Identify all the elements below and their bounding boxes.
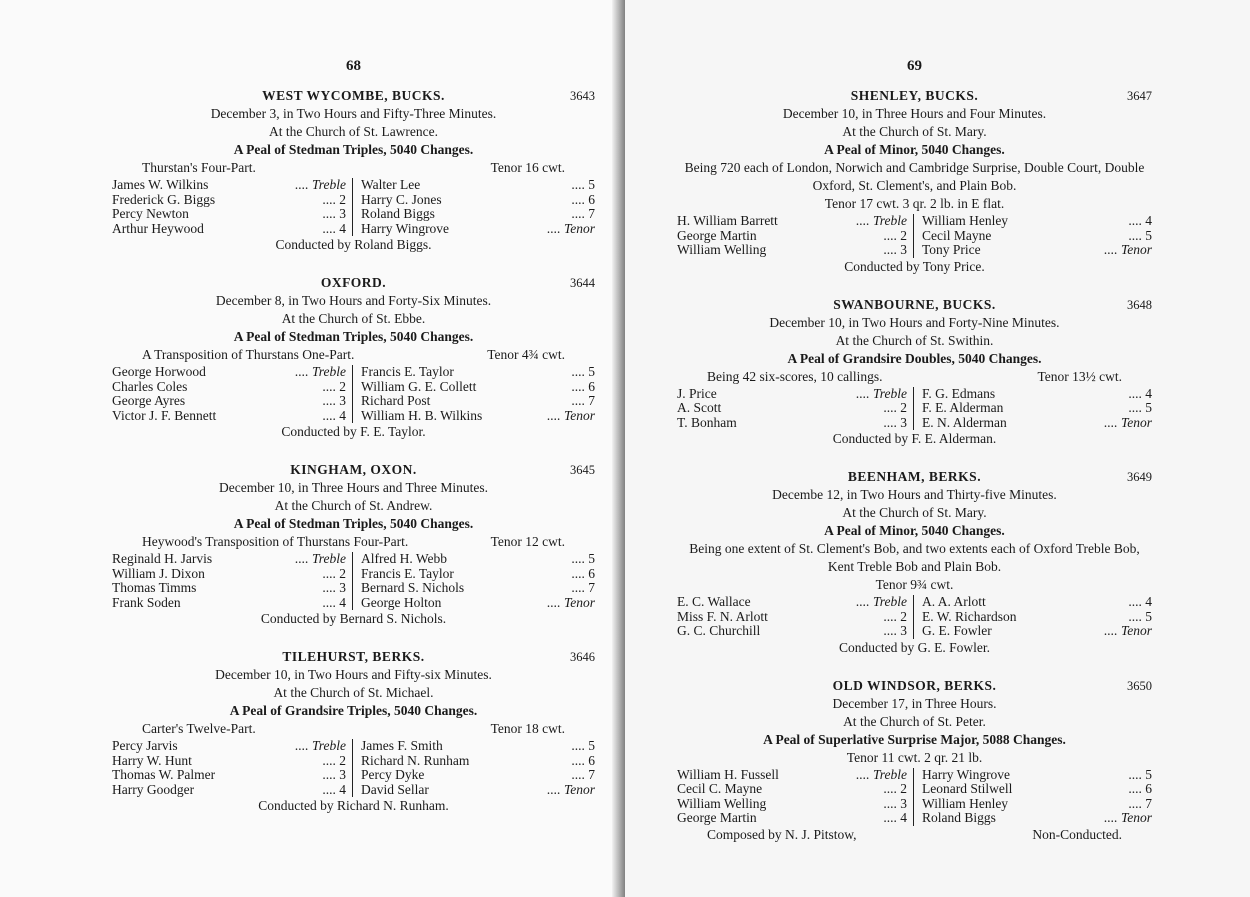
ringer-list: [112, 552, 595, 610]
bell-number: .... 2: [883, 400, 907, 415]
peal-number: 3649: [1127, 470, 1152, 484]
ringer-name: James F. Smith: [361, 738, 443, 753]
tenor-weight: Tenor 17 cwt. 3 qr. 2 lb. in E flat.: [824, 196, 1005, 211]
bell-number: .... 4: [883, 810, 907, 825]
bell-number: .... Treble: [295, 177, 346, 192]
ringer-row: [677, 782, 907, 797]
ringer-row: [112, 193, 346, 208]
peal-heading: [677, 468, 1152, 486]
church-line: At the Church of St. Peter.: [843, 713, 986, 729]
bell-number: .... 5: [571, 177, 595, 192]
peal-record: [677, 87, 1152, 276]
ringer-name: T. Bonham: [677, 414, 737, 430]
bell-number: .... 3: [883, 795, 907, 811]
ringer-row: [922, 595, 1152, 610]
bell-number: .... Treble: [295, 364, 346, 379]
date-line: Decembe 12, in Two Hours and Thirty-five Minutes.: [772, 487, 1057, 502]
ringer-name: William J. Dixon: [112, 565, 205, 581]
ringer-name: Harry Goodger: [112, 781, 195, 797]
ringer-row: [922, 782, 1152, 797]
bell-number: .... 4: [322, 781, 346, 797]
ringer-list: [677, 387, 1152, 431]
ringer-column-left: [677, 595, 914, 639]
ringer-name: James W. Wilkins: [112, 177, 209, 192]
bell-number: .... Treble: [856, 385, 907, 401]
church-line: At the Church of St. Mary.: [842, 505, 987, 520]
peal-number: 3648: [1127, 297, 1152, 312]
bell-number: .... 3: [322, 580, 346, 595]
bell-number: .... 2: [322, 378, 346, 394]
bell-number: .... 2: [322, 565, 346, 581]
bell-number: .... 2: [883, 781, 907, 796]
ringer-name: Reginald H. Jarvis: [112, 551, 213, 566]
ringer-row: [677, 401, 907, 416]
ringer-name: David Sellar: [361, 781, 429, 797]
ringer-name: Richard Post: [361, 393, 431, 408]
bell-number: .... 2: [883, 227, 907, 243]
bell-number: .... 6: [571, 565, 595, 581]
bell-number: .... 6: [571, 191, 595, 207]
peal-number: 3644: [570, 276, 595, 290]
ringer-row: [677, 214, 907, 229]
ringer-column-left: [677, 768, 914, 826]
bell-number: .... 4: [322, 407, 346, 423]
bell-number: .... 3: [322, 767, 346, 782]
place-name: SHENLEY, BUCKS.: [850, 88, 979, 103]
ringer-row: [922, 610, 1152, 625]
conductor-line: Conducted by Tony Price.: [844, 258, 985, 274]
conductor-line: Conducted by F. E. Taylor.: [281, 424, 426, 439]
peal-title: A Peal of Stedman Triples, 5040 Changes.: [233, 142, 474, 157]
ringer-row: [922, 811, 1152, 826]
ringer-name: Walter Lee: [361, 177, 421, 192]
peal-record: [677, 677, 1152, 844]
ringer-row: [112, 754, 346, 769]
bell-number: .... Tenor: [547, 220, 595, 236]
ringer-column-right: [914, 387, 1152, 431]
right-page: [625, 0, 1250, 897]
ringer-name: A. A. Arlott: [922, 594, 986, 609]
method-name: Carter's Twelve-Part.: [142, 721, 256, 736]
bell-number: .... Tenor: [1104, 623, 1152, 638]
bell-number: .... Tenor: [1104, 414, 1152, 430]
page-number: 68: [346, 58, 361, 74]
ringer-row: [922, 624, 1152, 639]
bell-number: .... 7: [571, 393, 595, 408]
peal-heading: [112, 274, 595, 292]
method-line: [112, 533, 595, 551]
bell-number: .... 7: [1128, 795, 1152, 811]
ringer-row: [922, 416, 1152, 431]
ringer-row: [361, 394, 595, 409]
bell-number: .... 7: [571, 206, 595, 221]
ringer-name: Cecil C. Mayne: [677, 781, 763, 796]
ringer-row: [922, 229, 1152, 244]
peal-heading: [112, 461, 595, 479]
bell-number: .... 3: [883, 623, 907, 638]
ringer-name: George Horwood: [112, 364, 206, 379]
tenor-weight: Tenor 9¾ cwt.: [875, 577, 954, 592]
ringer-row: [677, 416, 907, 431]
date-line: December 10, in Three Hours and Four Minutes.: [782, 106, 1047, 121]
ringer-row: [361, 552, 595, 567]
ringer-row: [361, 754, 595, 769]
ringer-name: Frederick G. Biggs: [112, 191, 216, 207]
ringer-list: [677, 595, 1152, 639]
ringer-row: [361, 365, 595, 380]
ringer-name: George Holton: [361, 594, 442, 610]
bell-number: .... 6: [571, 752, 595, 768]
ringer-row: [361, 222, 595, 237]
bell-number: .... Tenor: [547, 407, 595, 423]
date-line: December 8, in Two Hours and Forty-Six Minutes.: [215, 293, 492, 308]
ringer-name: Arthur Heywood: [112, 220, 204, 236]
ringer-column-left: [112, 178, 353, 236]
ringer-list: [677, 768, 1152, 826]
bell-number: .... 4: [1128, 213, 1152, 228]
bell-number: .... 2: [322, 191, 346, 207]
tenor-weight: Tenor 12 cwt.: [490, 534, 565, 549]
bell-number: .... 6: [571, 378, 595, 394]
ringer-row: [112, 567, 346, 582]
ringer-row: [677, 595, 907, 610]
peal-record: [677, 296, 1152, 449]
page-number: 69: [907, 58, 922, 74]
ringer-column-right: [914, 214, 1152, 258]
ringer-row: [112, 581, 346, 596]
ringer-row: [677, 797, 907, 812]
bell-number: .... Treble: [295, 738, 346, 753]
composition-note: Being 720 each of London, Norwich and Cambridge Surprise, Double Court, Double Oxford, St. Clement's, and Plain Bob.: [684, 160, 1145, 193]
method-name: Being 42 six-scores, 10 callings.: [707, 368, 883, 384]
bell-number: .... 5: [571, 738, 595, 753]
composer-line: Composed by N. J. Pitstow,: [707, 826, 857, 842]
ringer-row: [112, 783, 346, 798]
ringer-name: Percy Newton: [112, 206, 189, 221]
ringer-row: [677, 768, 907, 783]
date-line: December 10, in Two Hours and Fifty-six Minutes.: [215, 667, 492, 682]
peal-title: A Peal of Minor, 5040 Changes.: [824, 142, 1005, 157]
peal-number: 3646: [570, 650, 595, 664]
method-name: Heywood's Transposition of Thurstans Four-Part.: [142, 534, 409, 549]
ringer-row: [922, 214, 1152, 229]
bell-number: .... Tenor: [1104, 810, 1152, 825]
ringer-name: Richard N. Runham: [361, 752, 470, 768]
ringer-name: George Ayres: [112, 393, 186, 408]
bell-number: .... 5: [571, 551, 595, 566]
bell-number: .... Treble: [295, 551, 346, 566]
ringer-name: Alfred H. Webb: [361, 551, 448, 566]
ringer-name: William Henley: [922, 213, 1009, 228]
peal-heading: [112, 648, 595, 666]
bell-number: .... 2: [883, 608, 907, 624]
ringer-column-right: [914, 768, 1152, 826]
ringer-row: [112, 207, 346, 222]
ringer-list: [112, 178, 595, 236]
ringer-name: E. W. Richardson: [922, 608, 1017, 624]
ringer-row: [677, 610, 907, 625]
bell-number: .... 5: [571, 364, 595, 379]
conductor-line: Conducted by Richard N. Runham.: [258, 798, 449, 813]
peal-list: [112, 87, 595, 815]
ringer-name: William Henley: [922, 795, 1009, 811]
peal-record: [112, 461, 595, 628]
credits-line: [677, 826, 1152, 844]
ringer-name: Roland Biggs: [922, 810, 996, 825]
ringer-name: Tony Price: [922, 242, 981, 257]
ringer-name: G. C. Churchill: [677, 623, 761, 638]
method-line: [112, 159, 595, 177]
place-name: BEENHAM, BERKS.: [847, 469, 982, 484]
ringer-list: [677, 214, 1152, 258]
ringer-row: [677, 387, 907, 402]
peal-title: A Peal of Grandsire Triples, 5040 Changes.: [229, 703, 478, 718]
ringer-name: F. E. Alderman: [922, 400, 1004, 415]
ringer-list: [112, 365, 595, 423]
ringer-name: H. William Barrett: [677, 213, 778, 228]
peal-list: [677, 87, 1152, 844]
peal-title: A Peal of Stedman Triples, 5040 Changes.: [233, 516, 474, 531]
ringer-row: [361, 193, 595, 208]
conductor-line: Conducted by G. E. Fowler.: [838, 639, 991, 655]
peal-number: 3645: [570, 463, 595, 477]
bell-number: .... 2: [322, 752, 346, 768]
ringer-name: Francis E. Taylor: [361, 565, 454, 581]
tenor-weight: Tenor 4¾ cwt.: [487, 347, 565, 362]
peal-title: A Peal of Grandsire Doubles, 5040 Changes.: [787, 350, 1042, 366]
ringer-row: [677, 229, 907, 244]
church-line: At the Church of St. Swithin.: [835, 332, 994, 348]
ringer-column-left: [677, 214, 914, 258]
ringer-name: George Martin: [677, 227, 757, 243]
peal-number: 3643: [570, 89, 595, 103]
peal-record: [112, 648, 595, 815]
bell-number: .... 5: [1128, 227, 1152, 243]
tenor-weight: Tenor 16 cwt.: [490, 160, 565, 175]
ringer-row: [922, 387, 1152, 402]
tenor-weight: Tenor 11 cwt. 2 qr. 21 lb.: [846, 749, 983, 765]
peal-title: A Peal of Minor, 5040 Changes.: [824, 523, 1005, 538]
bell-number: .... 5: [1128, 608, 1152, 624]
tenor-weight: Tenor 13½ cwt.: [1037, 368, 1122, 384]
bell-number: .... 4: [1128, 385, 1152, 401]
place-name: SWANBOURNE, BUCKS.: [833, 296, 996, 312]
peal-record: [112, 87, 595, 254]
conductor-line: Non-Conducted.: [1032, 826, 1122, 842]
ringer-row: [112, 739, 346, 754]
conductor-line: Conducted by Bernard S. Nichols.: [260, 611, 447, 626]
ringer-row: [361, 207, 595, 222]
church-line: At the Church of St. Michael.: [273, 685, 434, 700]
ringer-name: G. E. Fowler: [922, 623, 992, 638]
ringer-name: Francis E. Taylor: [361, 364, 454, 379]
peal-heading: [677, 87, 1152, 105]
ringer-row: [361, 567, 595, 582]
ringer-name: Thomas Timms: [112, 580, 197, 595]
bell-number: .... 4: [1128, 594, 1152, 609]
ringer-column-left: [112, 739, 353, 797]
date-line: December 10, in Three Hours and Three Minutes.: [218, 480, 489, 495]
date-line: December 10, in Two Hours and Forty-Nine Minutes.: [769, 314, 1060, 330]
peal-record: [677, 468, 1152, 657]
ringer-row: [361, 768, 595, 783]
ringer-name: Percy Jarvis: [112, 738, 178, 753]
peal-record: [112, 274, 595, 441]
ringer-row: [677, 624, 907, 639]
bell-number: .... Treble: [856, 766, 907, 782]
peal-heading: [677, 677, 1152, 695]
bell-number: .... 3: [883, 242, 907, 257]
ringer-name: William Welling: [677, 242, 767, 257]
ringer-row: [677, 243, 907, 258]
peal-title: A Peal of Superlative Surprise Major, 5088 Changes.: [763, 731, 1066, 747]
ringer-column-left: [677, 387, 914, 431]
church-line: At the Church of St. Ebbe.: [281, 311, 426, 326]
conductor-line: Conducted by Roland Biggs.: [275, 237, 432, 252]
ringer-row: [112, 365, 346, 380]
church-line: At the Church of St. Lawrence.: [268, 124, 439, 139]
bell-number: .... Treble: [856, 594, 907, 609]
bell-number: .... 5: [1128, 766, 1152, 782]
ringer-name: Harry Wingrove: [361, 220, 450, 236]
bell-number: .... 3: [322, 206, 346, 221]
ringer-row: [112, 596, 346, 611]
ringer-name: Cecil Mayne: [922, 227, 992, 243]
ringer-name: F. G. Edmans: [922, 385, 996, 401]
ringer-name: William Welling: [677, 795, 767, 811]
ringer-row: [361, 739, 595, 754]
ringer-row: [112, 552, 346, 567]
ringer-row: [112, 380, 346, 395]
ringer-row: [112, 394, 346, 409]
ringer-name: Bernard S. Nichols: [361, 580, 465, 595]
bell-number: .... 5: [1128, 400, 1152, 415]
place-name: WEST WYCOMBE, BUCKS.: [262, 88, 445, 103]
ringer-name: Roland Biggs: [361, 206, 435, 221]
ringer-name: E. C. Wallace: [677, 594, 751, 609]
peal-heading: [112, 87, 595, 105]
bell-number: .... 7: [571, 767, 595, 782]
church-line: At the Church of St. Mary.: [842, 124, 987, 139]
bell-number: .... 4: [322, 220, 346, 236]
place-name: OXFORD.: [320, 275, 387, 290]
bell-number: .... Tenor: [547, 594, 595, 610]
ringer-row: [677, 811, 907, 826]
ringer-name: Victor J. F. Bennett: [112, 407, 217, 423]
ringer-column-left: [112, 365, 353, 423]
ringer-name: J. Price: [677, 385, 717, 401]
ringer-name: Charles Coles: [112, 378, 188, 394]
ringer-name: William G. E. Collett: [361, 378, 477, 394]
place-name: KINGHAM, OXON.: [290, 462, 417, 477]
ringer-column-right: [353, 178, 595, 236]
method-name: Thurstan's Four-Part.: [142, 160, 256, 175]
ringer-name: Harry C. Jones: [361, 191, 442, 207]
church-line: At the Church of St. Andrew.: [274, 498, 433, 513]
method-name: A Transposition of Thurstans One-Part.: [142, 347, 355, 362]
bell-number: .... Tenor: [547, 781, 595, 797]
composition-note: Being one extent of St. Clement's Bob, and two extents each of Oxford Treble Bob, Kent Treble Bob and Plain Bob.: [689, 541, 1140, 574]
ringer-name: William H. Fussell: [677, 766, 779, 782]
bell-number: .... Tenor: [1104, 242, 1152, 257]
bell-number: .... 6: [1128, 781, 1152, 796]
ringer-column-right: [914, 595, 1152, 639]
method-line: [112, 720, 595, 738]
bell-number: .... 3: [883, 414, 907, 430]
conductor-line: Conducted by F. E. Alderman.: [832, 431, 997, 446]
ringer-row: [361, 409, 595, 424]
ringer-row: [922, 243, 1152, 258]
ringer-column-right: [353, 365, 595, 423]
ringer-row: [922, 401, 1152, 416]
tenor-weight: Tenor 18 cwt.: [490, 721, 565, 736]
ringer-row: [112, 768, 346, 783]
ringer-name: Harry Wingrove: [922, 766, 1011, 782]
bell-number: .... 4: [322, 594, 346, 610]
method-line: [112, 346, 595, 364]
ringer-name: William H. B. Wilkins: [361, 407, 483, 423]
ringer-column-right: [353, 739, 595, 797]
place-name: OLD WINDSOR, BERKS.: [832, 677, 997, 693]
ringer-name: Leonard Stilwell: [922, 781, 1013, 796]
ringer-row: [361, 380, 595, 395]
ringer-row: [112, 409, 346, 424]
ringer-name: George Martin: [677, 810, 757, 825]
ringer-name: A. Scott: [677, 400, 722, 415]
bell-number: .... Treble: [856, 213, 907, 228]
method-line: [677, 368, 1152, 386]
peal-number: 3647: [1127, 89, 1152, 103]
ringer-name: Harry W. Hunt: [112, 752, 192, 768]
ringer-row: [361, 596, 595, 611]
bell-number: .... 3: [322, 393, 346, 408]
ringer-row: [112, 178, 346, 193]
place-name: TILEHURST, BERKS.: [282, 649, 425, 664]
ringer-row: [922, 768, 1152, 783]
peal-number: 3650: [1127, 678, 1152, 693]
date-line: December 3, in Two Hours and Fifty-Three Minutes.: [210, 106, 497, 121]
ringer-row: [922, 797, 1152, 812]
ringer-name: Percy Dyke: [361, 767, 425, 782]
ringer-row: [361, 783, 595, 798]
ringer-list: [112, 739, 595, 797]
ringer-name: E. N. Alderman: [922, 414, 1007, 430]
ringer-row: [361, 581, 595, 596]
ringer-name: Frank Soden: [112, 594, 181, 610]
bell-number: .... 7: [571, 580, 595, 595]
ringer-column-right: [353, 552, 595, 610]
ringer-row: [112, 222, 346, 237]
date-line: December 17, in Three Hours.: [832, 695, 997, 711]
ringer-column-left: [112, 552, 353, 610]
ringer-row: [361, 178, 595, 193]
ringer-name: Thomas W. Palmer: [112, 767, 216, 782]
peal-title: A Peal of Stedman Triples, 5040 Changes.: [233, 329, 474, 344]
peal-heading: [677, 296, 1152, 314]
ringer-name: Miss F. N. Arlott: [677, 608, 768, 624]
